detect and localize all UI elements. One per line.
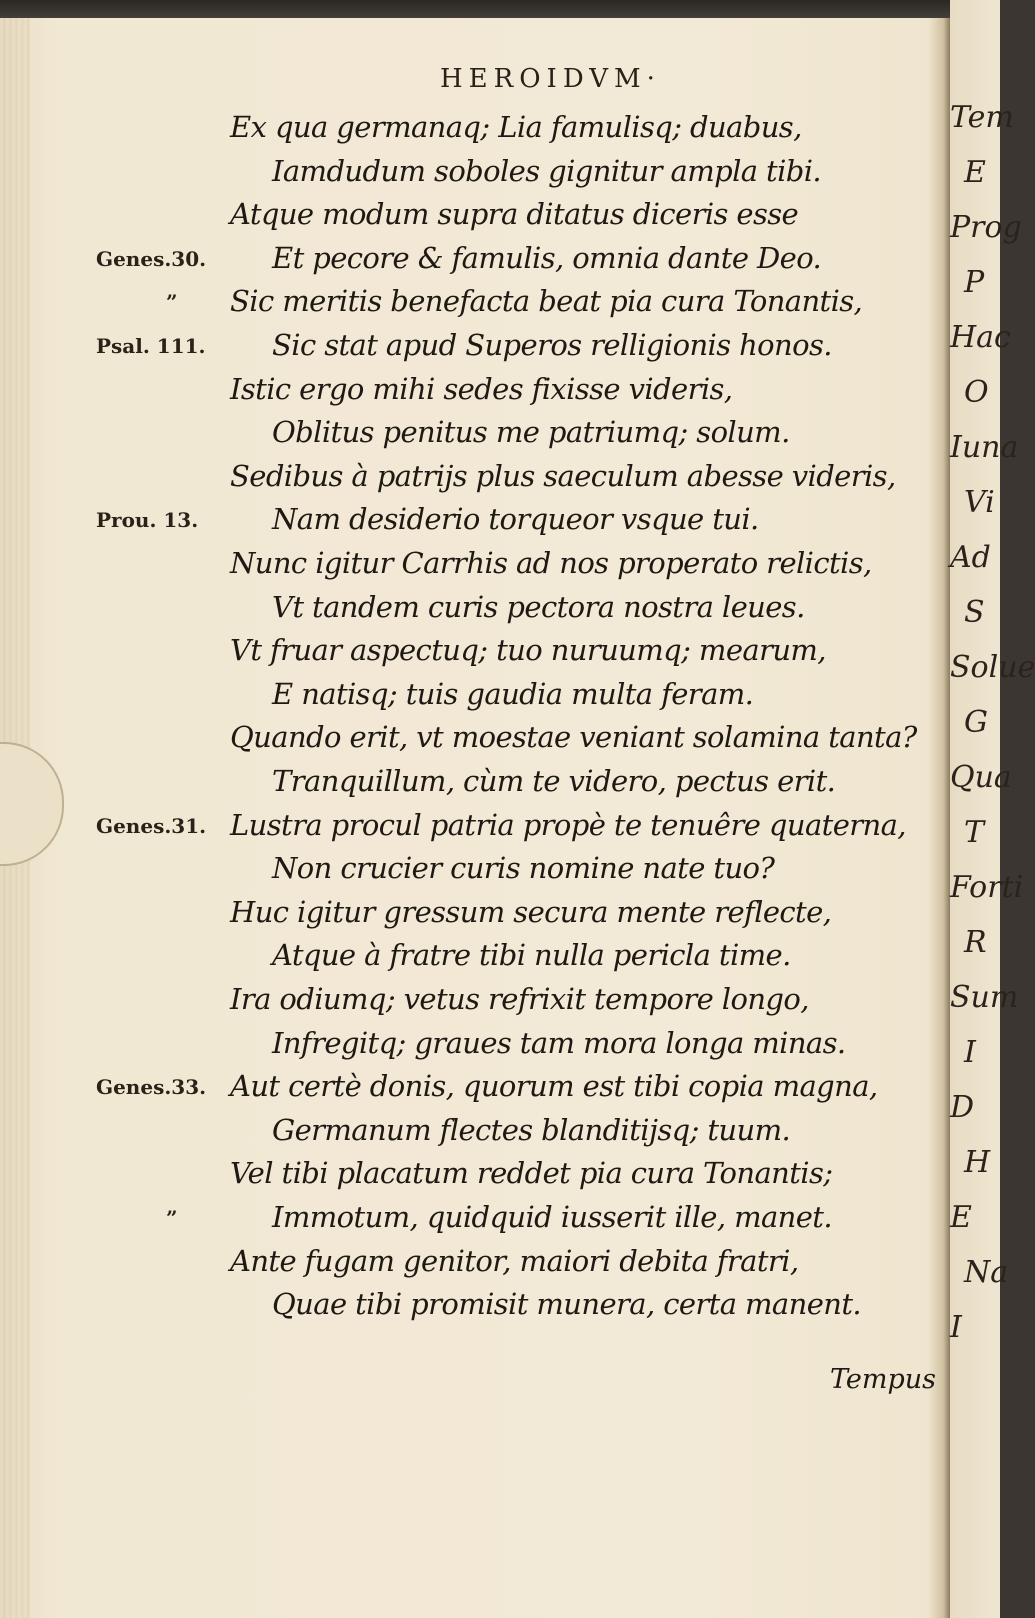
verse-line: Istic ergo mihi sedes fixisse videris, <box>230 371 733 406</box>
facing-page-fragment: O <box>964 375 989 410</box>
verse-line: Germanum flectes blanditijsq; tuum. <box>272 1112 791 1147</box>
facing-page-fragment: Iuna <box>950 430 1019 465</box>
verse-line: Infregitq; graues tam mora longa minas. <box>272 1025 846 1060</box>
verse-line: Aut certè donis, quorum est tibi copia magna, <box>230 1069 878 1104</box>
verse-line: Atque à fratre tibi nulla pericla time. <box>272 938 791 973</box>
verse-line: Immotum, quidquid iusserit ille, manet. <box>272 1200 832 1234</box>
facing-page-fragment: S <box>964 595 985 630</box>
catchword: Tempus <box>830 1364 937 1395</box>
verse-line: Quae tibi promisit munera, certa manent. <box>272 1287 862 1322</box>
margin-note: Genes.31. <box>96 813 207 838</box>
facing-page-fragment: D <box>950 1090 975 1125</box>
verse-line: Ante fugam genitor, maiori debita fratri, <box>230 1243 799 1278</box>
margin-note: Genes.30. <box>96 246 207 271</box>
facing-page-fragment: Qua <box>950 760 1012 795</box>
verse-line: Oblitus penitus me patriumq; solum. <box>272 415 790 450</box>
facing-page-fragment: I <box>950 1310 962 1345</box>
verse-line: Non crucier curis nomine nate tuo? <box>272 851 775 886</box>
facing-page-fragment: G <box>964 705 988 740</box>
margin-note: Prou. 13. <box>96 508 199 533</box>
verse-line: Et pecore & famulis, omnia dante Deo. <box>272 240 822 275</box>
facing-page-fragment: Na <box>964 1255 1009 1290</box>
facing-page-fragment: Prog <box>950 210 1022 245</box>
verse-line: Vt fruar aspectuq; tuo nuruumq; mearum, <box>230 633 826 668</box>
facing-page-fragment: H <box>964 1145 991 1180</box>
facing-page-strip <box>950 0 1035 1618</box>
verse-line: Tranquillum, cùm te videro, pectus erit. <box>272 764 836 798</box>
facing-page-fragment: Sum <box>950 980 1019 1015</box>
verse-line: Vel tibi placatum reddet pia cura Tonantis; <box>230 1156 833 1191</box>
facing-page-fragment: Ad <box>950 540 991 575</box>
facing-page-fragment: I <box>964 1035 976 1070</box>
verse-line: Sedibus à patrijs plus saeculum abesse videris, <box>230 458 896 493</box>
verse-line: Nunc igitur Carrhis ad nos properato relictis, <box>230 546 872 580</box>
facing-page-fragment: P <box>964 265 985 300</box>
verse-line: Sic stat apud Superos relligionis honos. <box>272 328 832 362</box>
verse-line: E natisq; tuis gaudia multa feram. <box>272 676 754 711</box>
facing-page-fragment: Forti <box>950 870 1024 905</box>
verse-line: Vt tandem curis pectora nostra leues. <box>272 589 805 624</box>
verse-line: Nam desiderio torqueor vsque tui. <box>272 502 759 537</box>
facing-page-fragment: Tem <box>950 100 1014 135</box>
facing-page-fragment: E <box>964 155 986 190</box>
verse-line: Iamdudum soboles gignitur ampla tibi. <box>272 153 822 188</box>
margin-note: Psal. 111. <box>96 334 206 358</box>
verse-line: Huc igitur gressum secura mente reflecte, <box>230 894 832 929</box>
margin-note: ” <box>166 290 178 315</box>
verse-line: Lustra procul patria propè te tenuêre quaterna, <box>230 807 906 842</box>
facing-page-fragment: Vi <box>964 485 995 520</box>
running-head: HEROIDVM· <box>440 64 661 94</box>
margin-note: ” <box>166 1206 178 1230</box>
verse-line: Atque modum supra ditatus diceris esse <box>230 197 799 232</box>
verse-line: Ira odiumq; vetus refrixit tempore longo, <box>230 982 809 1016</box>
margin-note: Genes.33. <box>96 1075 207 1100</box>
verse-line: Ex qua germanaq; Lia famulisq; duabus, <box>230 110 802 144</box>
verse-line: Quando erit, vt moestae veniant solamina tanta? <box>230 720 917 755</box>
facing-page-fragment: T <box>964 815 985 850</box>
facing-page-fragment: E <box>950 1200 972 1235</box>
facing-page-fragment: R <box>964 925 987 960</box>
verse-line: Sic meritis benefacta beat pia cura Tonantis, <box>230 284 863 319</box>
facing-page-fragment: Hac <box>950 320 1011 355</box>
facing-page-fragment: Solue <box>950 650 1035 685</box>
